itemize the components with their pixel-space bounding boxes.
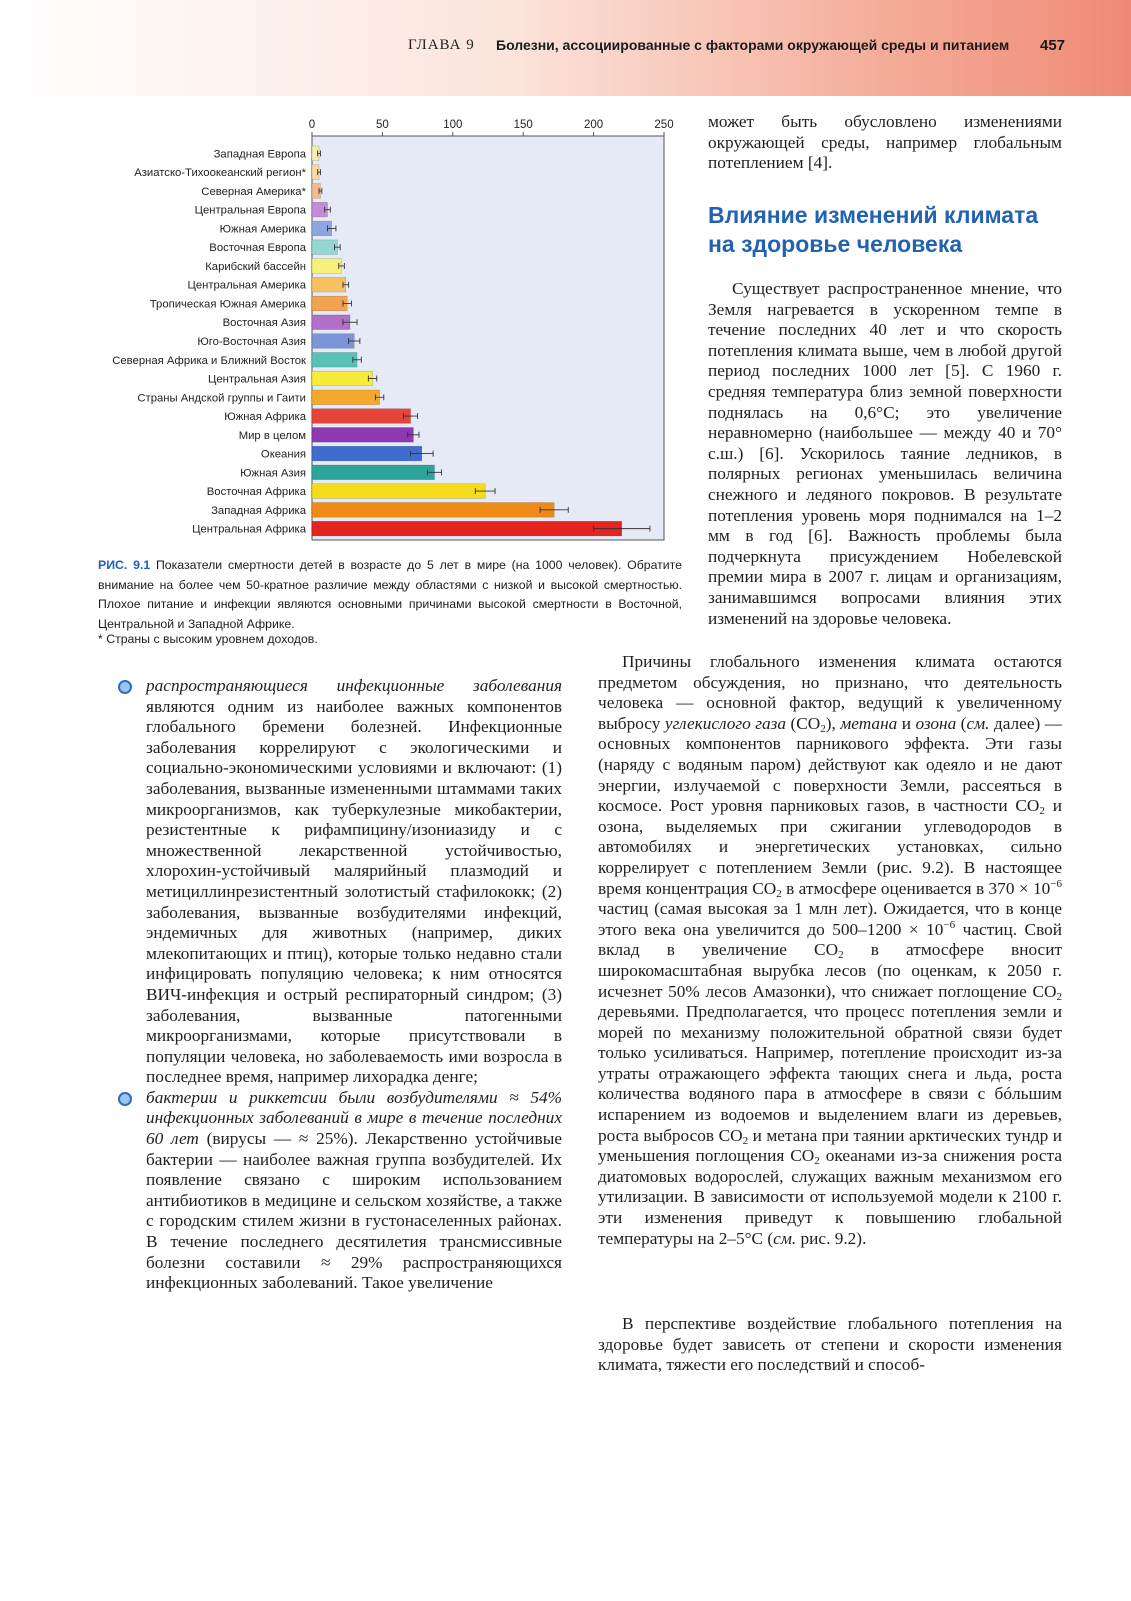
- subscript: 2: [776, 887, 782, 900]
- bullet-item-bacteria: [118, 1088, 562, 1294]
- x-tick-label: 150: [513, 119, 533, 131]
- bullet-list: [118, 676, 562, 1294]
- bullet-icon: [118, 1092, 132, 1106]
- bullet-term: бактерии и риккетсии были возбудителями ≈ 54% инфекционных заболеваний в мире в течение последних 60 лет: [146, 1087, 562, 1149]
- bar: [312, 334, 354, 349]
- bar: [312, 277, 346, 292]
- category-label: Азиатско-Тихоокеанский регион*: [134, 167, 306, 180]
- category-label: Центральная Азия: [207, 373, 306, 386]
- category-label: Западная Африка: [211, 504, 306, 517]
- bar: [312, 503, 554, 518]
- paragraph-climate-3: В перспективе воздействие глобального потепления на здоровье будет зависеть от степени и скорости изменения климата, тяжести его последствий и способ-: [598, 1314, 1062, 1375]
- category-label: Карибский бассейн: [205, 260, 306, 273]
- x-tick-label: 200: [584, 119, 604, 131]
- category-label: Восточная Африка: [206, 486, 306, 499]
- term-methane: метана: [840, 713, 898, 733]
- x-tick-label: 0: [308, 119, 316, 131]
- bar: [312, 484, 485, 499]
- bullet-text: (вирусы — ≈ 25%). Лекарственно устойчивые бактерии — наиболее важная группа возбудителей. Их появление связано с широким использованием антибиотиков в медицине и сельском хозяйстве, а также с городским стилем жизни в густонаселенных районах. В течение последнего десятилетия трансмиссивные болезни составили ≈ 29% распространяющихся инфекционных заболеваний. Такое увеличение: [146, 1129, 562, 1293]
- subscript: 2: [814, 1155, 820, 1168]
- figure-caption: [98, 556, 682, 634]
- subscript: 2: [1056, 990, 1062, 1003]
- category-label: Океания: [260, 448, 306, 461]
- text-run: и озона, выделяемых при сжигании углеводородов в автомобилях и энергетических установках, сильно коррелирует с потеплением Земли (рис. 9.2). В настоящее время концентрация CO: [598, 796, 1062, 898]
- category-label: Северная Америка*: [201, 185, 306, 198]
- category-label: Южная Африка: [224, 411, 306, 424]
- superscript: −6: [943, 918, 956, 931]
- text-run: частиц. Свой вклад в увеличение CO: [598, 919, 1062, 960]
- text-run: деревьями. Предполагается, что процесс потепления земли и морей по механизму положительной обратной связи будет только усиливаться. Например, потепление происходит из-за утраты отражающего эффекта тающих снега и льда, роста количества водяного пара в атмосфере в связи с бóльшим испарением из водоемов и выделением влаги из деревьев, роста выбросов CO: [598, 1002, 1062, 1145]
- category-label: Центральная Европа: [194, 204, 306, 217]
- subscript: 2: [742, 1134, 749, 1147]
- bullet-icon: [118, 680, 132, 694]
- term-co2: углекислого газа: [664, 713, 787, 733]
- text-run: океанами из-за снижения роста диатомовых водорослей, служащих важным механизмом его утилизации. В зависимости от используемой модели к 2100 г. эти изменения приведут к повышению глобальной температуры на 2–5°C (: [598, 1146, 1062, 1248]
- paragraph-climate-1: Существует распространенное мнение, что Земля нагревается в ускоренном темпе в течение последних 40 лет и что скорость потепления климата выше, чем в любой другой период последних 1000 лет [5]. С 1960 г. средняя температура близ земной поверхности поднялась на 0,6°C; это увеличение неравномерно (наибольшее — между 40 и 70° с.ш.) [6]. Ускорилось таяние ледников, в полярных регионах уменьшилась величина снежного и ледяного покровов. В результате потепления уровень моря поднимался на 1–2 мм в год [6]. Важность проблемы была подчеркнута присуждением Нобелевской премии мира в 2007 г. лицам и организациям, занимавшимся вопросами влияния этих изменений на здоровье человека.: [708, 279, 1062, 628]
- subscript: 2: [1039, 805, 1045, 818]
- see-ref: см.: [966, 713, 990, 733]
- page-number: 457: [1040, 37, 1066, 54]
- category-label: Южная Азия: [240, 467, 306, 480]
- figure-caption-text: Показатели смертности детей в возрасте до 5 лет в мире (на 1000 человек). Обратите внимание на более чем 50-кратное различие между областями с низкой и высокой смертностью. Плохое питание и инфекции являются основными причинами высокой смертности в Восточной, Центральной и Западной Африке.: [98, 558, 682, 631]
- bar: [312, 240, 337, 255]
- bar: [312, 521, 622, 536]
- bar: [312, 409, 411, 424]
- text-run: в атмосфере оценивается в 370 × 10: [781, 878, 1051, 898]
- category-label: Центральная Америка: [187, 279, 306, 292]
- category-label: Южная Америка: [219, 223, 306, 236]
- bar: [312, 465, 434, 480]
- text-run: ),: [825, 713, 841, 733]
- section-heading: Влияние изменений климата на здоровье человека: [708, 202, 1039, 257]
- superscript: −6: [1050, 877, 1062, 890]
- term-ozone: озона: [915, 713, 957, 733]
- mortality-bar-chart: [90, 108, 690, 548]
- text-run: частиц (самая высокая за 1 млн лет). Ожидается, что в конце этого века она увеличится до 500–1200 × 10: [598, 899, 1062, 939]
- text-run: рис. 9.2).: [796, 1228, 867, 1248]
- bar: [312, 390, 380, 405]
- chapter-label: ГЛАВА 9: [408, 37, 475, 53]
- see-ref: см.: [773, 1228, 797, 1248]
- category-label: Центральная Африка: [192, 523, 306, 536]
- category-label: Страны Андской группы и Гаити: [137, 392, 306, 405]
- text-run: далее) — основных компонентов парникового эффекта. Эти газы (наряду с водяным паром) действуют как одеяло и не дают энергии, излучаемой с поверхности Земли, рассеяться в космосе. Рост уровня парниковых газов, в частности CO: [598, 713, 1062, 816]
- category-label: Мир в целом: [238, 429, 306, 442]
- bullet-item-infections: [118, 676, 562, 1088]
- chapter-title: Болезни, ассоциированные с факторами окружающей среды и питанием: [496, 37, 1010, 53]
- category-label: Северная Африка и Ближний Восток: [112, 354, 306, 367]
- category-label: Тропическая Южная Америка: [149, 298, 306, 311]
- text-run: в атмосфере вносит широкомасштабная вырубка лесов (по оценкам, к 2050 г. исчезнет 50% лесов Амазонки), что снижает поглощение CO: [598, 940, 1062, 1001]
- figure-footnote: * Страны с высоким уровнем доходов.: [98, 632, 318, 646]
- bar: [312, 446, 422, 461]
- category-label: Западная Европа: [213, 148, 306, 161]
- text-run: (CO: [786, 713, 821, 733]
- text-run: (: [956, 713, 967, 733]
- bullet-text: являются одним из наиболее важных компонентов глобального бремени болезней. Инфекционные заболевания коррелируют с экологическими и социально-экономическими условиями и включают: (1) заболевания, вызванные измененными штаммами таких микроорганизмов, как туберкулезные микобактерии, резистентные к рифампицину/изониазиду и с множественной лекарственной устойчивостью, хлорохин-устойчивый малярийный плазмодий и метициллинрезистентный золотистый стафилококк; (2) заболевания, вызванные возбудителями инфекций, эндемичных для животных (например, диких млекопитающих и птиц), которые только недавно стали инфицировать популяцию человека; к ним относятся ВИЧ-инфекция и острый респираторный синдром; (3) заболевания, вызванные патогенными микроорганизмами, которые присутствовали в популяции человека, но заболеваемость ими возросла в последнее время, например лихорадка денге;: [146, 696, 562, 1087]
- x-tick-label: 50: [376, 119, 389, 131]
- bar: [312, 352, 357, 367]
- text-run: и метана при таянии арктических тундр и уменьшения поглощения CO: [598, 1125, 1062, 1166]
- x-tick-label: 100: [443, 119, 463, 131]
- subscript: 2: [838, 949, 844, 962]
- bar: [312, 371, 373, 386]
- paragraph-top-right: может быть обусловлено изменениями окружающей среды, например глобальным потеплением [4].: [708, 112, 1062, 173]
- figure-number: РИС. 9.1: [98, 558, 151, 572]
- category-label: Восточная Европа: [209, 242, 306, 255]
- category-label: Юго-Восточная Азия: [197, 336, 306, 348]
- bar: [312, 427, 413, 442]
- bullet-term: распространяющиеся инфекционные заболевания: [146, 676, 562, 695]
- subscript: 2: [820, 722, 826, 735]
- paragraph-climate-2: [598, 652, 1062, 1249]
- x-tick-label: 250: [654, 119, 674, 131]
- text-run: Причины глобального изменения климата остаются предметом обсуждения, но признано, что деятельность человека — основной фактор, ведущий к увеличенному выбросу: [598, 652, 1062, 733]
- bar: [312, 259, 342, 274]
- category-label: Восточная Азия: [222, 317, 306, 330]
- text-run: и: [897, 713, 916, 733]
- bar: [312, 296, 347, 311]
